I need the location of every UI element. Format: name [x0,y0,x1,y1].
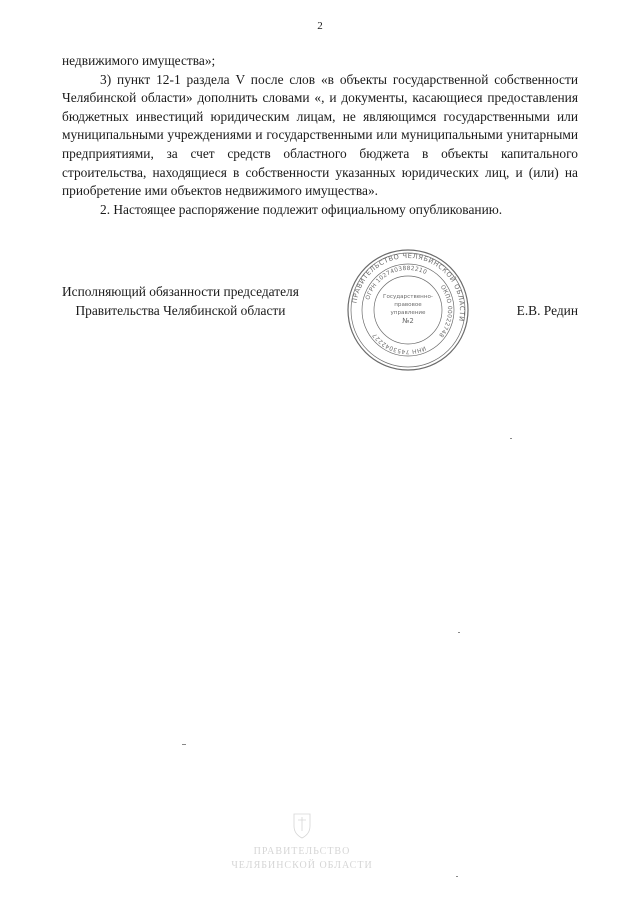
stamp-center-line1: Государственно- [383,294,433,300]
watermark-line1: ПРАВИТЕЛЬСТВО [253,846,351,857]
signer-name: Е.В. Редин [516,303,578,318]
document-body [62,52,578,219]
scan-speck [510,438,512,439]
paragraph-item-3: 3) пункт 12-1 раздела V после слов «в объекты государственной собственности Челябинской области» дополнить словами «, и документы, касающиеся предоставления бюджетных инвестиций юридическим лицам, не являющимся государственными или муниципальными учреждениями и государственными или муниципальными унитарными предприятиями, за счет средств областного бюджета в объекты капитального строительства, находящиеся в собственности указанных юридических лиц, и (или) на приобретение ими объектов недвижимого имущества». [62,71,578,199]
scan-speck [458,632,460,633]
stamp-okpo: ОКПО 00022748 [437,284,453,339]
stamp-inn: ИНН 7453042227 [371,331,427,355]
paragraph-continuation: недвижимого имущества»; [62,53,216,68]
signature-block [62,282,582,382]
stamp-center-line4: №2 [402,317,414,325]
signer-position-line1: Исполняющий обязанности председателя [62,284,299,299]
stamp-center-line2: правовое [394,302,422,308]
scan-speck [182,744,186,745]
svg-text:ОКПО 00022748 [437,284,452,338]
page-number: 2 [317,20,323,32]
scan-speck [456,876,458,877]
watermark-emblem [222,808,382,878]
paragraph-item-2-publication: 2. Настоящее распоряжение подлежит официальному опубликованию. [100,201,503,217]
stamp-ring-text: ПРАВИТЕЛЬСТВО ЧЕЛЯБИНСКОЙ ОБЛАСТИ [350,251,467,323]
coat-of-arms-icon [294,814,310,838]
signer-position-line2: Правительства Челябинской области [75,303,286,318]
stamp-ogrn: ОГРН 1027403882210 [365,265,428,301]
official-stamp [346,248,470,372]
stamp-center-line3: управление [390,310,426,316]
signer-position [62,282,299,320]
watermark-line2: ЧЕЛЯБИНСКОЙ ОБЛАСТИ [231,860,373,871]
